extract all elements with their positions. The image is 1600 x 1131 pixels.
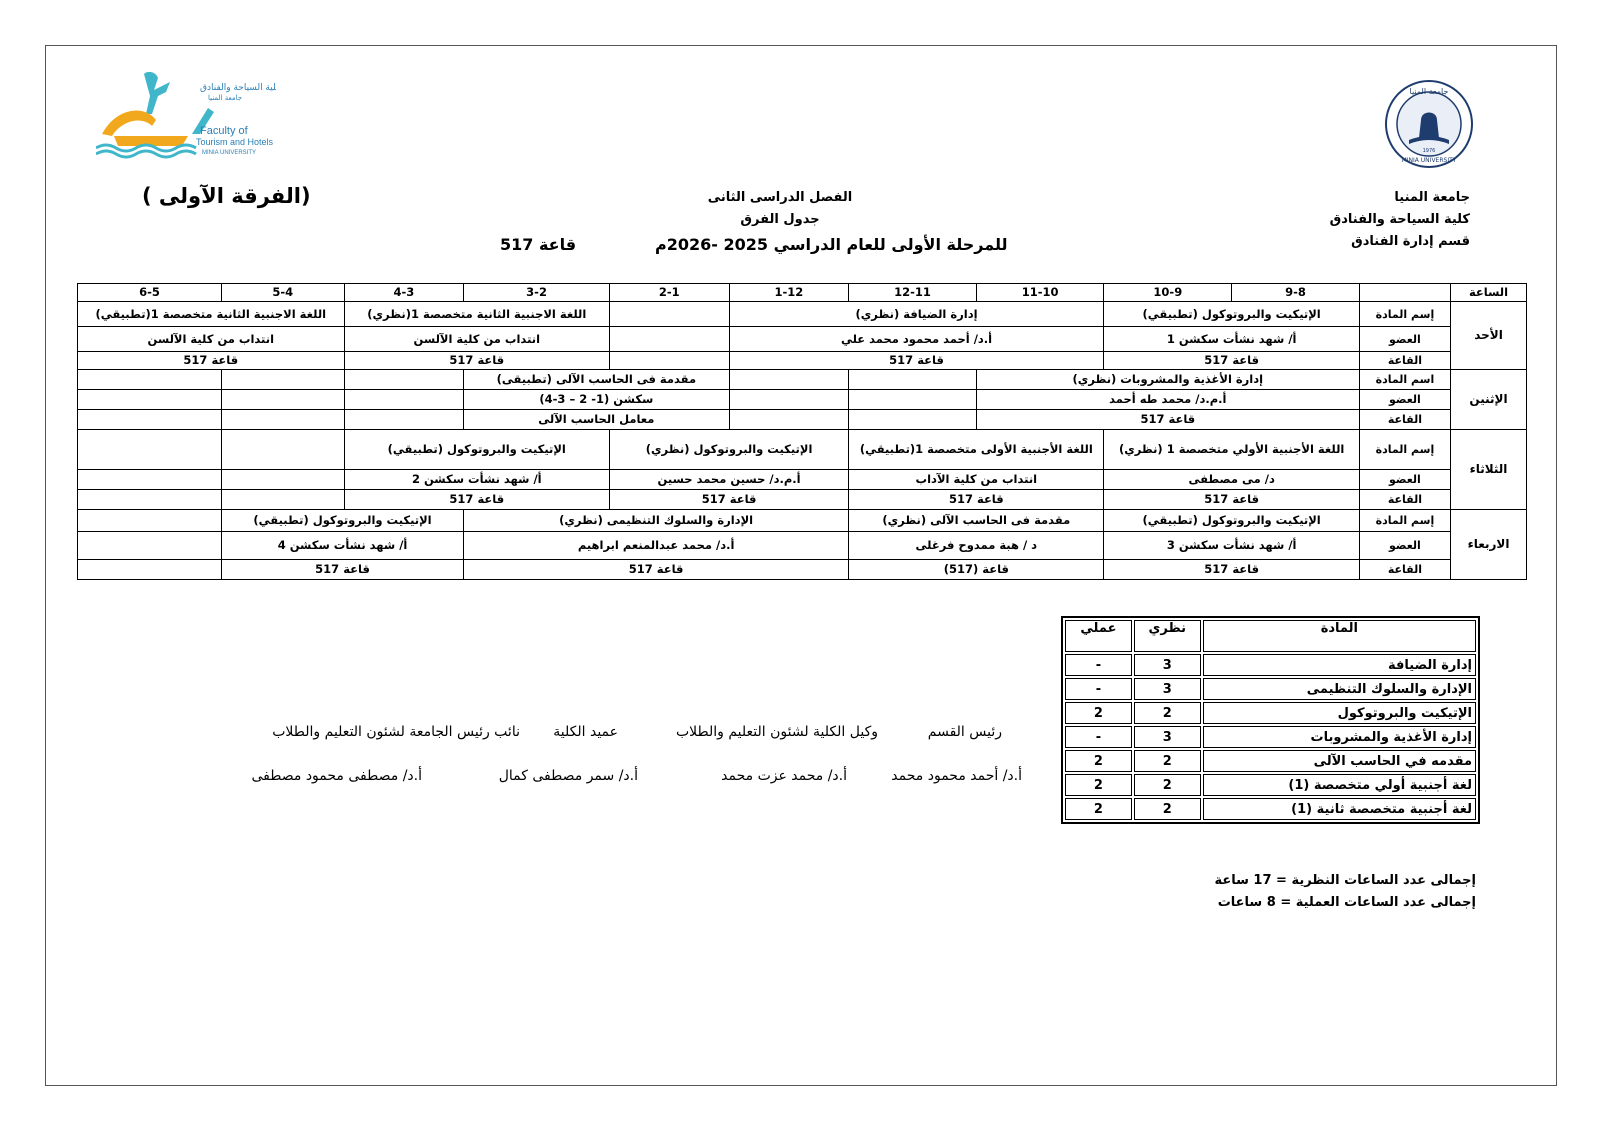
schedule-cell-empty (221, 470, 344, 490)
schedule-cell-empty (849, 390, 977, 410)
signature-vp-name: أ.د/ مصطفى محمود مصطفى (251, 768, 422, 784)
academic-year: للمرحلة الأولى للعام الدراسي 2025 -2026م (655, 235, 1008, 254)
summary-practical: 2 (1065, 774, 1132, 796)
time-slot: 9-8 (1232, 284, 1360, 302)
schedule-cell: الإتيكيت والبروتوكول (تطبيقي) (1104, 302, 1359, 327)
wednesday-hall-row (78, 560, 1527, 580)
schedule-title: جدول الفرق (740, 212, 820, 227)
signature-vice-name: أ.د/ محمد عزت محمد (721, 768, 847, 784)
schedule-cell-empty (221, 370, 344, 390)
schedule-table (77, 283, 1527, 580)
time-slot: 6-5 (78, 284, 222, 302)
sunday-hall-row (78, 352, 1527, 370)
signature-head-title: رئيس القسم (927, 724, 1002, 740)
department-name: قسم إدارة الفنادق (1351, 234, 1470, 249)
schedule-cell: قاعة 517 (976, 410, 1359, 430)
summary-theory: 3 (1134, 726, 1201, 748)
level-title: (الفرقة الآولى ) (142, 184, 311, 208)
schedule-cell: قاعة 517 (344, 490, 609, 510)
summary-subject: لغة أجنبية متخصصة ثانية (1) (1203, 798, 1476, 820)
schedule-cell: د / هبة ممدوح فرغلى (849, 532, 1104, 560)
summary-row (1065, 702, 1476, 724)
schedule-cell-empty (610, 327, 730, 352)
row-label-member: العضو (1359, 470, 1450, 490)
time-slot: 10-9 (1104, 284, 1232, 302)
summary-subject: إدارة الضيافة (1203, 654, 1476, 676)
seal-graphic (1385, 80, 1473, 168)
schedule-cell: قاعة 517 (1104, 490, 1359, 510)
row-label-hall: القاعة (1359, 352, 1450, 370)
schedule-cell: الإتيكيت والبروتوكول (تطبيقي) (344, 430, 609, 470)
schedule-cell: قاعة 517 (1104, 352, 1359, 370)
monday-hall-row (78, 410, 1527, 430)
summary-practical: 2 (1065, 750, 1132, 772)
schedule-cell-empty (729, 390, 849, 410)
day-wednesday: الاربعاء (1451, 510, 1527, 580)
time-slot: 5-4 (221, 284, 344, 302)
schedule-cell: قاعة (517) (849, 560, 1104, 580)
schedule-cell-empty (221, 390, 344, 410)
tuesday-subject-row (78, 430, 1527, 470)
schedule-cell-empty (78, 410, 222, 430)
university-name: جامعة المنيا (1394, 190, 1470, 205)
schedule-cell-empty (849, 410, 977, 430)
seal-bottom-text: MINIA UNIVERSITY (1401, 157, 1457, 164)
summary-subject: إدارة الأغذية والمشروبات (1203, 726, 1476, 748)
schedule-cell: قاعة 517 (729, 352, 1104, 370)
schedule-cell: إدارة الأغذية والمشروبات (نظري) (976, 370, 1359, 390)
row-label-hall: القاعة (1359, 560, 1450, 580)
schedule-cell-empty (221, 430, 344, 470)
signature-dean-title: عميد الكلية (553, 724, 618, 740)
wednesday-subject-row (78, 510, 1527, 532)
summary-col-practical: عملي (1065, 620, 1132, 652)
schedule-cell: اللغة الاجنبية الثانية متخصصة 1(نظري) (344, 302, 609, 327)
summary-practical: 2 (1065, 798, 1132, 820)
schedule-cell: مقدمة فى الحاسب الآلى (نظري) (849, 510, 1104, 532)
schedule-cell: أ/ شهد نشأت سكشن 4 (221, 532, 463, 560)
semester-title: الفصل الدراسى الثانى (707, 190, 853, 205)
signature-dean-name: أ.د/ سمر مصطفى كمال (498, 768, 638, 784)
sunday-subject-row (78, 302, 1527, 327)
schedule-cell-empty (78, 532, 222, 560)
schedule-cell: أ/ شهد نشأت سكشن 1 (1104, 327, 1359, 352)
time-header-row (78, 284, 1527, 302)
schedule-cell: اللغة الاجنبية الثانية متخصصة 1(تطبيقي) (78, 302, 345, 327)
time-slot: 4-3 (344, 284, 464, 302)
tuesday-member-row (78, 470, 1527, 490)
schedule-cell-empty (78, 370, 222, 390)
seal-top-text: جامعة المنيا (1409, 87, 1449, 96)
schedule-cell: قاعة 517 (221, 560, 463, 580)
schedule-cell: سكشن (1- 2 – 3-4) (464, 390, 729, 410)
summary-subject: الإدارة والسلوك التنظيمى (1203, 678, 1476, 700)
schedule-cell: انتداب من كلية الآداب (849, 470, 1104, 490)
time-slot: 2-1 (610, 284, 730, 302)
logo-arabic-text: كلية السياحة والفنادق (200, 83, 276, 93)
schedule-cell: قاعة 517 (344, 352, 609, 370)
schedule-cell: أ.د/ محمد عبدالمنعم ابراهيم (464, 532, 849, 560)
schedule-cell-empty (78, 490, 222, 510)
faculty-logo-graphic (96, 68, 276, 166)
schedule-cell: الإتيكيت والبروتوكول (نظري) (610, 430, 849, 470)
faculty-name: كلية السياحة والفنادق (1329, 212, 1470, 227)
institution-block (1290, 187, 1470, 253)
summary-subject: الإتيكيت والبروتوكول (1203, 702, 1476, 724)
row-label-subject: إسم المادة (1359, 430, 1450, 470)
schedule-cell: اللغة الأجنبية الأولي متخصصة 1 (نظري) (1104, 430, 1359, 470)
hours-summary-table (1061, 616, 1480, 824)
schedule-cell-empty (78, 560, 222, 580)
schedule-cell-empty (78, 510, 222, 532)
hall-number: قاعة 517 (500, 235, 577, 254)
schedule-cell: مقدمة فى الحاسب الآلى (تطبيقى) (464, 370, 729, 390)
schedule-cell: قاعة 517 (78, 352, 345, 370)
tuesday-hall-row (78, 490, 1527, 510)
row-label-hall: القاعة (1359, 410, 1450, 430)
row-label-hall: القاعة (1359, 490, 1450, 510)
summary-practical: - (1065, 726, 1132, 748)
schedule-cell: اللغة الأجنبية الأولى متخصصة 1(تطبيقي) (849, 430, 1104, 470)
schedule-cell-empty (729, 370, 849, 390)
total-theory-hours: إجمالى عدد الساعات النظرية = 17 ساعة (1214, 873, 1476, 888)
schedule-cell: د/ مى مصطفى (1104, 470, 1359, 490)
schedule-cell: قاعة 517 (464, 560, 849, 580)
wednesday-member-row (78, 532, 1527, 560)
logo-en-line3: MINIA UNIVERSITY (202, 150, 257, 156)
summary-row (1065, 750, 1476, 772)
schedule-cell: الإتيكيت والبروتوكول (تطبيقي) (1104, 510, 1359, 532)
schedule-cell-empty (221, 490, 344, 510)
schedule-cell: معامل الحاسب الآلى (464, 410, 729, 430)
summary-theory: 3 (1134, 678, 1201, 700)
row-label-member: العضو (1359, 532, 1450, 560)
summary-header-row (1065, 620, 1476, 652)
university-seal (1385, 80, 1473, 168)
summary-subject: مقدمه في الحاسب الآلى (1203, 750, 1476, 772)
summary-subject: لغة أجنبية أولي متخصصة (1) (1203, 774, 1476, 796)
day-sunday: الأحد (1451, 302, 1527, 370)
schedule-cell: الإدارة والسلوك التنظيمى (نظري) (464, 510, 849, 532)
schedule-cell: قاعة 517 (610, 490, 849, 510)
logo-en-line2: Tourism and Hotels (196, 137, 274, 147)
time-slot: 12-11 (849, 284, 977, 302)
schedule-cell-empty (221, 410, 344, 430)
schedule-cell: انتداب من كلية الآلسن (78, 327, 345, 352)
row-label-subject: إسم المادة (1359, 302, 1450, 327)
schedule-cell: الإتيكيت والبروتوكول (تطبيقي) (221, 510, 463, 532)
schedule-cell: قاعة 517 (1104, 560, 1359, 580)
row-label-member: العضو (1359, 390, 1450, 410)
summary-theory: 2 (1134, 702, 1201, 724)
signature-head-name: أ.د/ أحمد محمود محمد (891, 768, 1022, 784)
schedule-cell: أ.م.د/ حسين محمد حسين (610, 470, 849, 490)
schedule-cell-empty (729, 410, 849, 430)
schedule-cell: انتداب من كلية الآلسن (344, 327, 609, 352)
schedule-cell: أ/ شهد نشأت سكشن 2 (344, 470, 609, 490)
summary-col-theory: نظري (1134, 620, 1201, 652)
schedule-cell-empty (849, 370, 977, 390)
summary-theory: 2 (1134, 750, 1201, 772)
schedule-cell-empty (610, 352, 730, 370)
summary-practical: 2 (1065, 702, 1132, 724)
row-label-subject: إسم المادة (1359, 510, 1450, 532)
time-slot: 11-10 (976, 284, 1104, 302)
logo-en-line1: Faculty of (200, 125, 248, 137)
signature-vp-title: نائب رئيس الجامعة لشئون التعليم والطلاب (272, 724, 520, 740)
summary-theory: 3 (1134, 654, 1201, 676)
schedule-cell-empty (344, 390, 464, 410)
monday-member-row (78, 390, 1527, 410)
summary-practical: - (1065, 678, 1132, 700)
schedule-cell-empty (78, 430, 222, 470)
time-label-blank (1359, 284, 1450, 302)
row-label-member: العضو (1359, 327, 1450, 352)
logo-arabic-sub: جامعة المنيا (208, 94, 243, 102)
summary-row (1065, 774, 1476, 796)
schedule-cell-empty (344, 410, 464, 430)
sunday-member-row (78, 327, 1527, 352)
summary-theory: 2 (1134, 798, 1201, 820)
time-slot: 1-12 (729, 284, 849, 302)
day-tuesday: الثلاثاء (1451, 430, 1527, 510)
summary-col-subject: المادة (1203, 620, 1476, 652)
schedule-cell-empty (78, 390, 222, 410)
schedule-cell: إدارة الضيافة (نظري) (729, 302, 1104, 327)
schedule-cell-empty (78, 470, 222, 490)
schedule-cell-empty (344, 370, 464, 390)
schedule-cell: أ/ شهد نشأت سكشن 3 (1104, 532, 1359, 560)
seal-year: 1976 (1422, 148, 1436, 154)
summary-row (1065, 654, 1476, 676)
schedule-cell: أ.د/ أحمد محمود محمد علي (729, 327, 1104, 352)
monday-subject-row (78, 370, 1527, 390)
schedule-cell: قاعة 517 (849, 490, 1104, 510)
summary-row (1065, 798, 1476, 820)
summary-theory: 2 (1134, 774, 1201, 796)
day-monday: الإثنين (1451, 370, 1527, 430)
time-slot: 3-2 (464, 284, 610, 302)
semester-block (660, 187, 900, 231)
signature-vice-title: وكيل الكلية لشئون التعليم والطلاب (675, 724, 878, 740)
row-label-subject: اسم المادة (1359, 370, 1450, 390)
schedule-cell: أ.م.د/ محمد طه أحمد (976, 390, 1359, 410)
faculty-logo (96, 68, 276, 166)
time-label: الساعة (1451, 284, 1527, 302)
summary-row (1065, 678, 1476, 700)
schedule-cell-empty (610, 302, 730, 327)
summary-practical: - (1065, 654, 1132, 676)
summary-row (1065, 726, 1476, 748)
total-practical-hours: إجمالى عدد الساعات العملية = 8 ساعات (1217, 895, 1476, 910)
